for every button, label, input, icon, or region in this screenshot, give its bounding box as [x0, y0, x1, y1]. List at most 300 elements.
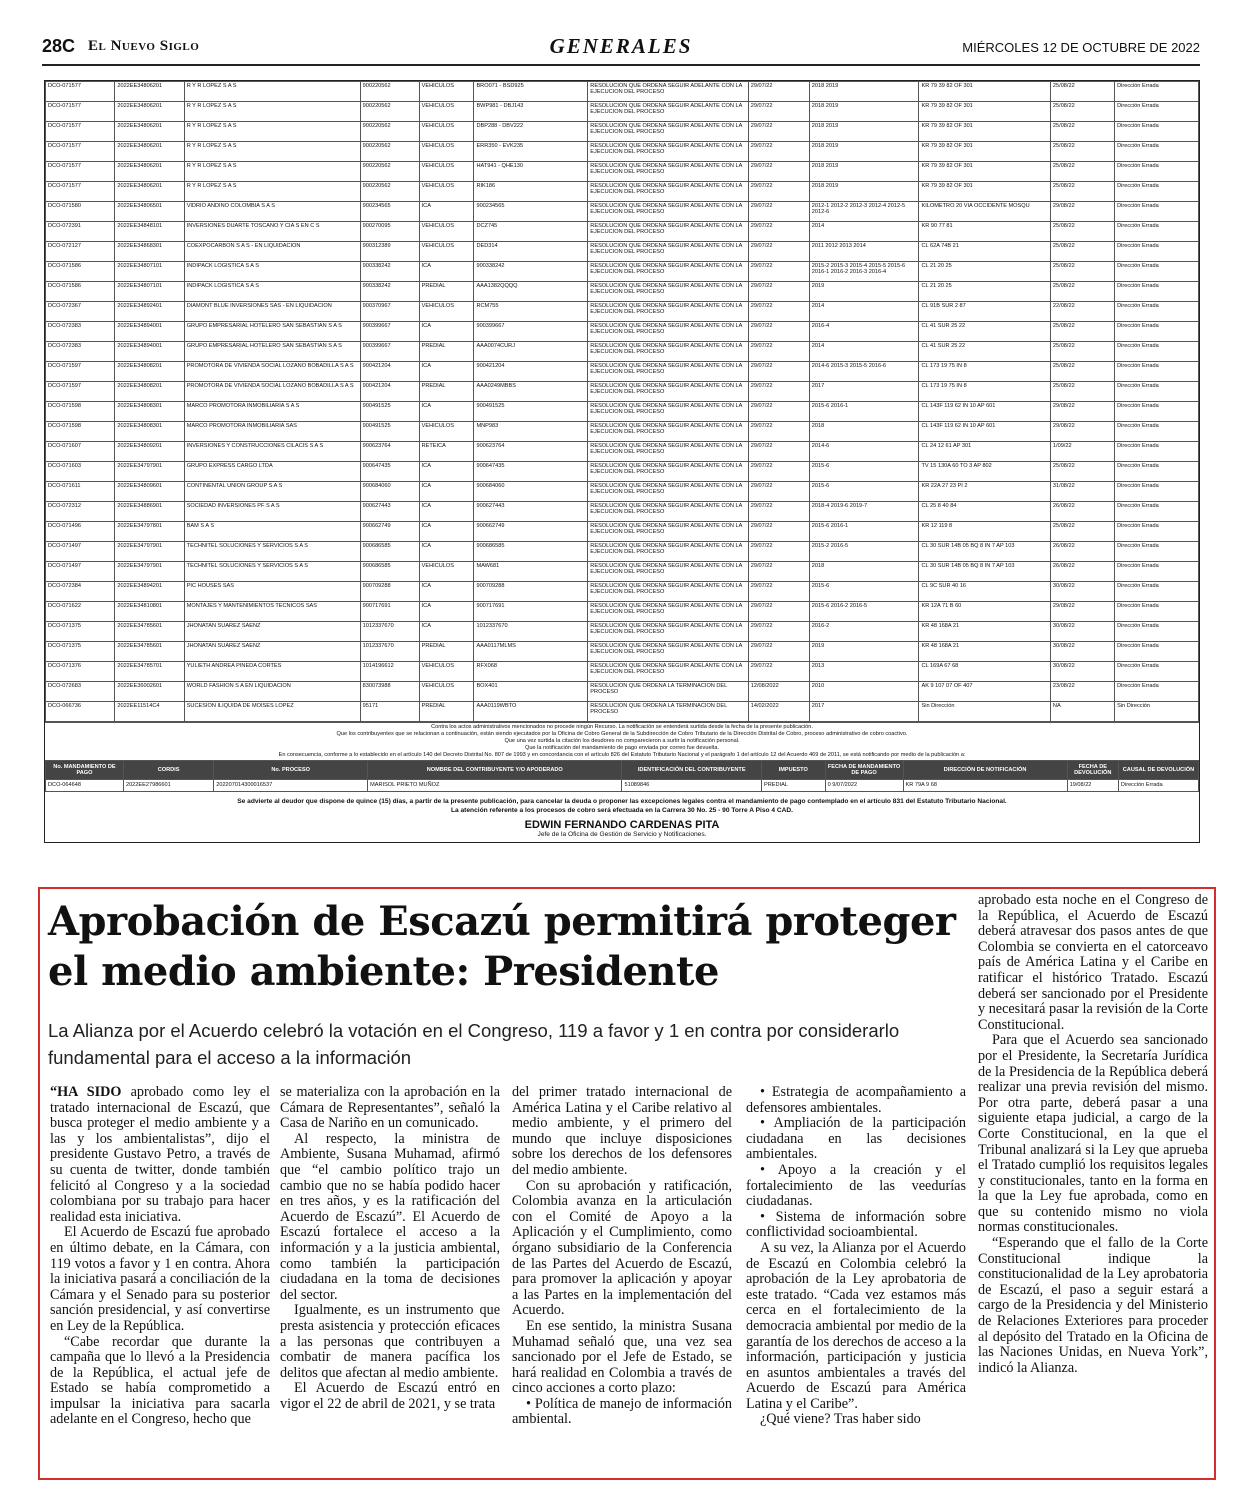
notice-cell: RESOLUCION QUE ORDENA SEGUIR ADELANTE CON LA EJECUCION DEL PROCESO: [588, 242, 748, 262]
notice-cell: Dirección Errada: [1115, 402, 1199, 422]
notice-cell: 25/08/22: [1050, 462, 1114, 482]
mandamiento-cell: 2022EE27986601: [123, 779, 213, 791]
notice-cell: 2022EE34894201: [115, 582, 184, 602]
notice-cell: 2022EE36002601: [115, 682, 184, 702]
notice-cell: 2012-1 2012-2 2012-3 2012-4 2012-5 2012-6: [809, 202, 919, 222]
notice-cell: COEXPOCARBON S A S - EN LIQUIDACION: [184, 242, 360, 262]
notice-cell: BRO071 - BSD925: [474, 82, 588, 102]
notice-cell: PREDIAL: [419, 342, 474, 362]
notice-cell: SOCIEDAD INVERSIONES PF S A S: [184, 502, 360, 522]
notice-cell: 900686585: [474, 542, 588, 562]
notice-cell: 900709288: [360, 582, 419, 602]
notice-cell: 2016-2: [809, 622, 919, 642]
notice-cell: 900234565: [360, 202, 419, 222]
notice-cell: 95171: [360, 702, 419, 722]
notice-row: [46, 182, 1199, 202]
column-header: FECHA DE DEVOLUCIÓN: [1067, 760, 1118, 779]
notice-cell: RESOLUCION QUE ORDENA SEGUIR ADELANTE CON LA EJECUCION DEL PROCESO: [588, 522, 748, 542]
mandamiento-cell: DCO-064648: [46, 779, 124, 791]
notice-cell: 2022EE34892401: [115, 302, 184, 322]
notice-cell: BWP981 - DBJ143: [474, 102, 588, 122]
notice-cell: 900491525: [360, 422, 419, 442]
notice-cell: ICA: [419, 462, 474, 482]
notice-cell: DCO-071586: [46, 282, 115, 302]
notice-cell: 25/08/22: [1050, 522, 1114, 542]
notice-cell: CL 173 19 75 IN 8: [919, 382, 1050, 402]
notice-cell: 2022EE34807101: [115, 262, 184, 282]
notice-cell: 2022EE34808201: [115, 362, 184, 382]
notice-row: [46, 622, 1199, 642]
notice-cell: 29/07/22: [748, 282, 809, 302]
notice-cell: RESOLUCION QUE ORDENA SEGUIR ADELANTE CON LA EJECUCION DEL PROCESO: [588, 202, 748, 222]
notice-cell: MONTAJES Y MANTENIMIENTOS TECNICOS SAS: [184, 602, 360, 622]
article-column-4: [746, 1085, 966, 1428]
notice-row: [46, 562, 1199, 582]
notice-cell: 25/08/22: [1050, 362, 1114, 382]
mandamiento-cell: KR 79A 9 68: [903, 779, 1067, 791]
notice-cell: DED314: [474, 242, 588, 262]
escazu-article: [38, 887, 1216, 1480]
notice-cell: Dirección Errada: [1115, 542, 1199, 562]
notice-row: [46, 342, 1199, 362]
notice-cell: DCO-071497: [46, 542, 115, 562]
notice-cell: 900623764: [360, 442, 419, 462]
notice-cell: 900684060: [360, 482, 419, 502]
notice-cell: VEHICULOS: [419, 122, 474, 142]
notice-cell: 29/07/22: [748, 122, 809, 142]
notice-cell: 900717691: [360, 602, 419, 622]
notice-cell: 2022EE34797901: [115, 462, 184, 482]
notice-cell: Dirección Errada: [1115, 562, 1199, 582]
notice-cell: RESOLUCION QUE ORDENA SEGUIR ADELANTE CON LA EJECUCION DEL PROCESO: [588, 122, 748, 142]
notice-cell: PREDIAL: [419, 282, 474, 302]
notice-cell: 900421204: [360, 362, 419, 382]
notice-cell: 2015-6: [809, 582, 919, 602]
notice-cell: 29/07/22: [748, 582, 809, 602]
notice-cell: Dirección Errada: [1115, 322, 1199, 342]
notice-cell: TV 15 130A 60 TO 3 AP 802: [919, 462, 1050, 482]
notice-cell: DCO-071607: [46, 442, 115, 462]
notice-cell: 2022EE34806201: [115, 162, 184, 182]
notice-cell: AAA0119WBTO: [474, 702, 588, 722]
notice-cell: VEHICULOS: [419, 242, 474, 262]
notice-cell: RESOLUCION QUE ORDENA SEGUIR ADELANTE CON LA EJECUCION DEL PROCESO: [588, 222, 748, 242]
newspaper-name: El Nuevo Siglo: [88, 38, 200, 54]
notice-cell: 30/08/22: [1050, 642, 1114, 662]
notice-cell: RESOLUCION QUE ORDENA SEGUIR ADELANTE CON LA EJECUCION DEL PROCESO: [588, 542, 748, 562]
fine-line: Contra los actos administrativos mencionados no procede ningún Recurso. La notificación se entenderá surtida desde la fecha de la presente publicación.: [431, 724, 813, 730]
notice-cell: 900399667: [360, 342, 419, 362]
notice-cell: AAA0074CURJ: [474, 342, 588, 362]
notice-cell: RESOLUCION QUE ORDENA SEGUIR ADELANTE CON LA EJECUCION DEL PROCESO: [588, 642, 748, 662]
notice-cell: 1012337670: [474, 622, 588, 642]
article-column-3: [512, 1085, 732, 1428]
notice-cell: KR 79 39 82 OF 301: [919, 182, 1050, 202]
notice-cell: 900234565: [474, 202, 588, 222]
notice-cell: 30/08/22: [1050, 582, 1114, 602]
notice-cell: R Y R LOPEZ S A S: [184, 122, 360, 142]
notice-cell: 2018 2019: [809, 162, 919, 182]
notice-cell: Dirección Errada: [1115, 622, 1199, 642]
notice-cell: ICA: [419, 602, 474, 622]
notice-cell: 29/07/22: [748, 502, 809, 522]
notice-cell: WORLD FASHION S A EN LIQUIDACION: [184, 682, 360, 702]
notice-row: [46, 382, 1199, 402]
article-paragraph: Para que el Acuerdo sea sancionado por el Presidente, la Secretaría Jurídica de la Presidencia de la República deberá realizar una previa revisión del mismo. Por otra parte, deberá pasar a una siguiente etapa judicial, a cargo de la Corte Constitucional, en la que el Tribunal analizará si la Ley que aprueba el Tratado cumplió los requisitos legales y constitucionales, tanto en la forma en la que la Ley fue aprobada, como en que su contenido mismo no viola normas constitucionales.: [978, 1032, 1208, 1236]
notice-cell: 2022EE34785701: [115, 662, 184, 682]
notice-cell: DBP288 - DBV222: [474, 122, 588, 142]
notice-cell: 29/08/22: [1050, 202, 1114, 222]
notice-cell: 2016-4: [809, 322, 919, 342]
notice-cell: DCO-071577: [46, 102, 115, 122]
notice-cell: 900312389: [360, 242, 419, 262]
notice-cell: 29/07/22: [748, 622, 809, 642]
article-headline: Aprobación de Escazú permitirá proteger el medio ambiente: Presidente: [48, 898, 956, 995]
notice-cell: 900627443: [474, 502, 588, 522]
notice-cell: 25/08/22: [1050, 182, 1114, 202]
notice-cell: VEHICULOS: [419, 162, 474, 182]
notice-cell: DCO-071622: [46, 602, 115, 622]
notice-cell: 900399667: [360, 322, 419, 342]
mandamiento-cell: 202207014300016537: [214, 779, 368, 791]
notice-cell: 900627443: [360, 502, 419, 522]
notice-cell: DCO-072683: [46, 682, 115, 702]
column-header: DIRECCIÓN DE NOTIFICACIÓN: [903, 760, 1067, 779]
notice-table: [45, 81, 1199, 722]
notice-cell: JHONATAN SUAREZ SAENZ: [184, 622, 360, 642]
notice-row: [46, 302, 1199, 322]
notice-cell: 2014-6: [809, 442, 919, 462]
notice-cell: Dirección Errada: [1115, 262, 1199, 282]
notice-cell: 29/07/22: [748, 522, 809, 542]
notice-cell: 830073988: [360, 682, 419, 702]
notice-cell: Dirección Errada: [1115, 682, 1199, 702]
notice-row: [46, 262, 1199, 282]
notice-cell: Dirección Errada: [1115, 222, 1199, 242]
notice-cell: CL 62A 74B 21: [919, 242, 1050, 262]
notice-cell: 29/07/22: [748, 102, 809, 122]
notice-cell: Dirección Errada: [1115, 282, 1199, 302]
notice-cell: ICA: [419, 482, 474, 502]
notice-cell: 1012337670: [360, 622, 419, 642]
notice-cell: Dirección Errada: [1115, 122, 1199, 142]
notice-cell: KR 79 39 82 OF 301: [919, 122, 1050, 142]
mandamiento-cell: MARISOL PRIETO MUÑOZ: [368, 779, 622, 791]
notice-cell: Dirección Errada: [1115, 642, 1199, 662]
lead-word: “HA SIDO: [50, 1084, 122, 1100]
notice-cell: VEHICULOS: [419, 142, 474, 162]
notice-cell: Dirección Errada: [1115, 582, 1199, 602]
notice-cell: 29/07/22: [748, 402, 809, 422]
notice-row: [46, 682, 1199, 702]
notice-cell: 29/07/22: [748, 542, 809, 562]
notice-cell: 29/07/22: [748, 142, 809, 162]
notice-row: [46, 442, 1199, 462]
notice-cell: 2022EE34806201: [115, 102, 184, 122]
article-paragraph: ¿Qué viene? Tras haber sido: [760, 1411, 921, 1428]
notice-row: [46, 82, 1199, 102]
notice-cell: 900270095: [360, 222, 419, 242]
notice-cell: NA: [1050, 702, 1114, 722]
notice-cell: 25/08/22: [1050, 122, 1114, 142]
notice-cell: 2022EE34797801: [115, 522, 184, 542]
notice-cell: 29/08/22: [1050, 422, 1114, 442]
notice-cell: Dirección Errada: [1115, 202, 1199, 222]
notice-row: [46, 222, 1199, 242]
notice-cell: RESOLUCION QUE ORDENA SEGUIR ADELANTE CON LA EJECUCION DEL PROCESO: [588, 582, 748, 602]
notice-cell: 2022EE11514C4: [115, 702, 184, 722]
notice-cell: DCO-071376: [46, 662, 115, 682]
notice-cell: CL 41 SUR 25 22: [919, 322, 1050, 342]
notice-cell: 2022EE34806201: [115, 182, 184, 202]
mandamiento-cell: 0 9/07/2022: [825, 779, 903, 791]
notice-cell: CL 30 SUR 14B 05 BQ 8 IN 7 AP 103: [919, 562, 1050, 582]
notice-cell: RESOLUCION QUE ORDENA SEGUIR ADELANTE CON LA EJECUCION DEL PROCESO: [588, 442, 748, 462]
notice-cell: 29/07/22: [748, 82, 809, 102]
notice-cell: 2022EE34808301: [115, 402, 184, 422]
notice-cell: DCO-072391: [46, 222, 115, 242]
notice-cell: CL 9C SUR 40 16: [919, 582, 1050, 602]
article-paragraph: • Apoyo a la creación y el fortalecimiento de las veedurías ciudadanas.: [746, 1161, 966, 1210]
notice-cell: VEHICULOS: [419, 102, 474, 122]
notice-cell: 2022EE34785601: [115, 622, 184, 642]
notice-cell: 2014-6 2015-3 2015-5 2016-6: [809, 362, 919, 382]
notice-cell: ICA: [419, 322, 474, 342]
notice-cell: RESOLUCION QUE ORDENA SEGUIR ADELANTE CON LA EJECUCION DEL PROCESO: [588, 262, 748, 282]
notice-cell: 25/08/22: [1050, 342, 1114, 362]
column-header: CAUSAL DE DEVOLUCIÓN: [1118, 760, 1198, 779]
notice-cell: RESOLUCION QUE ORDENA SEGUIR ADELANTE CON LA EJECUCION DEL PROCESO: [588, 182, 748, 202]
notice-cell: VEHICULOS: [419, 182, 474, 202]
notice-row: [46, 462, 1199, 482]
notice-cell: 29/07/22: [748, 462, 809, 482]
notice-cell: 29/07/22: [748, 662, 809, 682]
notice-cell: ERR350 - EVK235: [474, 142, 588, 162]
mandamiento-cell: PREDIAL: [761, 779, 825, 791]
notice-cell: KR 48 168A 21: [919, 642, 1050, 662]
notice-cell: 31/08/22: [1050, 482, 1114, 502]
notice-cell: 2018 2019: [809, 122, 919, 142]
notice-cell: CL 21 20 25: [919, 262, 1050, 282]
notice-cell: 29/07/22: [748, 222, 809, 242]
notice-cell: DCO-072384: [46, 582, 115, 602]
notice-row: [46, 502, 1199, 522]
notice-cell: 2022EE34806201: [115, 122, 184, 142]
notice-cell: CL 143F 119 62 IN 10 AP 601: [919, 422, 1050, 442]
notice-cell: KR 79 39 82 OF 301: [919, 142, 1050, 162]
notice-cell: 2022EE34809201: [115, 442, 184, 462]
notice-cell: 1014196612: [360, 662, 419, 682]
notice-cell: MNP983: [474, 422, 588, 442]
notice-cell: 29/07/22: [748, 382, 809, 402]
notice-cell: VEHICULOS: [419, 422, 474, 442]
notice-cell: GRUPO EMPRESARIAL HOTELERO SAN SEBASTIAN S A S: [184, 342, 360, 362]
notice-row: [46, 362, 1199, 382]
notice-cell: 25/08/22: [1050, 162, 1114, 182]
notice-row: [46, 242, 1199, 262]
notice-cell: 2018 2019: [809, 82, 919, 102]
notice-cell: 900220562: [360, 182, 419, 202]
notice-cell: 25/08/22: [1050, 82, 1114, 102]
notice-cell: 2022EE34806501: [115, 202, 184, 222]
mandamiento-cell: 51089846: [622, 779, 762, 791]
notice-cell: 25/08/22: [1050, 382, 1114, 402]
notice-cell: DCZ745: [474, 222, 588, 242]
notice-cell: 2018: [809, 562, 919, 582]
notice-cell: RESOLUCION QUE ORDENA SEGUIR ADELANTE CON LA EJECUCION DEL PROCESO: [588, 382, 748, 402]
notice-cell: Dirección Errada: [1115, 162, 1199, 182]
notice-cell: 2018: [809, 422, 919, 442]
notice-cell: DCO-066736: [46, 702, 115, 722]
notice-cell: DCO-072367: [46, 302, 115, 322]
notice-cell: 2022EE34894001: [115, 342, 184, 362]
notice-cell: RESOLUCION QUE ORDENA SEGUIR ADELANTE CON LA EJECUCION DEL PROCESO: [588, 482, 748, 502]
notice-cell: 2022EE34848101: [115, 222, 184, 242]
article-deck: La Alianza por el Acuerdo celebró la votación en el Congreso, 119 a favor y 1 en contra por considerarlo fundamental para el acceso a la información: [48, 1020, 900, 1068]
notice-cell: INDIPACK LOGISTICA S A S: [184, 262, 360, 282]
notice-cell: 29/07/22: [748, 602, 809, 622]
notice-row: [46, 702, 1199, 722]
notice-cell: Dirección Errada: [1115, 82, 1199, 102]
notice-cell: 2022EE34807101: [115, 282, 184, 302]
notice-cell: 900338242: [474, 262, 588, 282]
notice-row: [46, 522, 1199, 542]
notice-row: [46, 582, 1199, 602]
notice-cell: 26/08/22: [1050, 562, 1114, 582]
notice-cell: RESOLUCION QUE ORDENA SEGUIR ADELANTE CON LA EJECUCION DEL PROCESO: [588, 302, 748, 322]
notice-row: [46, 602, 1199, 622]
notice-cell: 2019: [809, 282, 919, 302]
notice-cell: DCO-072383: [46, 342, 115, 362]
article-paragraph: • Sistema de información sobre conflictividad socioambiental.: [746, 1208, 966, 1241]
notice-cell: RESOLUCION QUE ORDENA LA TERMINACION DEL PROCESO: [588, 682, 748, 702]
notice-cell: 29/07/22: [748, 562, 809, 582]
notice-cell: 29/07/22: [748, 302, 809, 322]
notice-cell: DCO-071577: [46, 82, 115, 102]
notice-cell: 1/09/22: [1050, 442, 1114, 462]
notice-cell: 26/08/22: [1050, 542, 1114, 562]
notice-cell: 25/08/22: [1050, 222, 1114, 242]
notice-cell: 29/07/22: [748, 182, 809, 202]
notice-cell: 2018 2019: [809, 182, 919, 202]
notice-cell: CL 169A 67 68: [919, 662, 1050, 682]
notice-cell: 900684060: [474, 482, 588, 502]
notice-cell: 900491525: [474, 402, 588, 422]
notice-cell: DCO-072312: [46, 502, 115, 522]
notice-cell: 2022EE34806201: [115, 82, 184, 102]
notice-cell: 2022EE34894001: [115, 322, 184, 342]
notice-cell: INDIPACK LOGISTICA S A S: [184, 282, 360, 302]
notice-cell: DCO-072127: [46, 242, 115, 262]
notice-cell: GRUPO EMPRESARIAL HOTELERO SAN SEBASTIAN S A S: [184, 322, 360, 342]
notice-cell: HAT941 - QHE130: [474, 162, 588, 182]
notice-cell: DCO-071580: [46, 202, 115, 222]
article-column-2: [280, 1085, 500, 1412]
notice-cell: DCO-071375: [46, 642, 115, 662]
notice-cell: R Y R LOPEZ S A S: [184, 102, 360, 122]
mandamiento-cell: Dirección Errada: [1118, 779, 1198, 791]
notice-cell: 30/08/22: [1050, 662, 1114, 682]
notice-cell: RESOLUCION QUE ORDENA SEGUIR ADELANTE CON LA EJECUCION DEL PROCESO: [588, 142, 748, 162]
notice-cell: 2018 2019: [809, 102, 919, 122]
notice-cell: 2022EE34806201: [115, 142, 184, 162]
notice-row: [46, 422, 1199, 442]
notice-cell: CL 41 SUR 25 22: [919, 342, 1050, 362]
notice-cell: DCO-071375: [46, 622, 115, 642]
notice-cell: 900662749: [360, 522, 419, 542]
notice-cell: DCO-071577: [46, 142, 115, 162]
notice-cell: 2022EE34808201: [115, 382, 184, 402]
notice-cell: TECHNITEL SOLUCIONES Y SERVICIOS S A S: [184, 562, 360, 582]
notice-row: [46, 102, 1199, 122]
notice-cell: RESOLUCION QUE ORDENA SEGUIR ADELANTE CON LA EJECUCION DEL PROCESO: [588, 342, 748, 362]
notice-row: [46, 662, 1199, 682]
notice-cell: ICA: [419, 622, 474, 642]
notice-cell: AK 9 107 07 OF 407: [919, 682, 1050, 702]
notice-cell: KR 79 39 82 OF 301: [919, 82, 1050, 102]
notice-cell: ICA: [419, 362, 474, 382]
page-number: 28C: [42, 36, 76, 56]
notice-cell: KR 12A 71 B 60: [919, 602, 1050, 622]
notice-cell: 2015-6 2016-2 2016-5: [809, 602, 919, 622]
notice-cell: 25/08/22: [1050, 242, 1114, 262]
notice-cell: KR 12 119 8: [919, 522, 1050, 542]
notice-cell: RESOLUCION QUE ORDENA SEGUIR ADELANTE CON LA EJECUCION DEL PROCESO: [588, 162, 748, 182]
notice-cell: JHONATAN SUAREZ SAENZ: [184, 642, 360, 662]
notice-cell: 900662749: [474, 522, 588, 542]
notice-cell: R Y R LOPEZ S A S: [184, 182, 360, 202]
notice-cell: Dirección Errada: [1115, 242, 1199, 262]
column-header: NOMBRE DEL CONTRIBUYENTE Y/O APODERADO: [368, 760, 622, 779]
notice-cell: DCO-071611: [46, 482, 115, 502]
notice-cell: BAM S A S: [184, 522, 360, 542]
notice-cell: MARCO PROMOTORA INMOBILIARIA S A S: [184, 402, 360, 422]
notice-cell: 29/07/22: [748, 262, 809, 282]
notice-cell: Sin Dirección: [919, 702, 1050, 722]
notice-cell: VEHICULOS: [419, 682, 474, 702]
notice-cell: Dirección Errada: [1115, 142, 1199, 162]
notice-cell: 1012337670: [360, 642, 419, 662]
notice-cell: 29/08/22: [1050, 602, 1114, 622]
fine-line: Que una vez surtida la citación los deudores no comparecieron a surtir la notificación personal.: [504, 737, 740, 744]
notice-cell: RESOLUCION QUE ORDENA SEGUIR ADELANTE CON LA EJECUCION DEL PROCESO: [588, 362, 748, 382]
notice-cell: INVERSIONES Y CONSTRUCCIONES CILACIS S A S: [184, 442, 360, 462]
notice-cell: 900220562: [360, 102, 419, 122]
notice-cell: 2015-2 2016-5: [809, 542, 919, 562]
notice-cell: RETEICA: [419, 442, 474, 462]
notice-cell: YULIETH ANDREA PINEDA CORTES: [184, 662, 360, 682]
notice-cell: RESOLUCION QUE ORDENA SEGUIR ADELANTE CON LA EJECUCION DEL PROCESO: [588, 322, 748, 342]
notice-cell: 2015-2 2015-3 2015-4 2015-5 2015-6 2016-1 2016-2 2016-3 2016-4: [809, 262, 919, 282]
notice-cell: 900338242: [360, 262, 419, 282]
fine-line: Que la notificación del mandamiento de pago enviada por correo fue devuelta.: [524, 744, 720, 751]
notice-cell: DIAMONT BLUE INVERSIONES SAS - EN LIQUIDACION: [184, 302, 360, 322]
notice-cell: ICA: [419, 542, 474, 562]
notice-cell: 29/07/22: [748, 362, 809, 382]
notice-cell: 900491525: [360, 402, 419, 422]
notice-cell: 900220562: [360, 142, 419, 162]
notice-cell: R Y R LOPEZ S A S: [184, 142, 360, 162]
notice-cell: ICA: [419, 402, 474, 422]
notice-cell: 29/07/22: [748, 482, 809, 502]
notice-cell: VEHICULOS: [419, 82, 474, 102]
notice-cell: 900370967: [360, 302, 419, 322]
notice-cell: 25/08/22: [1050, 142, 1114, 162]
notice-cell: RESOLUCION QUE ORDENA SEGUIR ADELANTE CON LA EJECUCION DEL PROCESO: [588, 462, 748, 482]
signer-name: EDWIN FERNANDO CARDENAS PITA: [524, 818, 720, 831]
notice-row: [46, 142, 1199, 162]
notice-cell: MAW681: [474, 562, 588, 582]
